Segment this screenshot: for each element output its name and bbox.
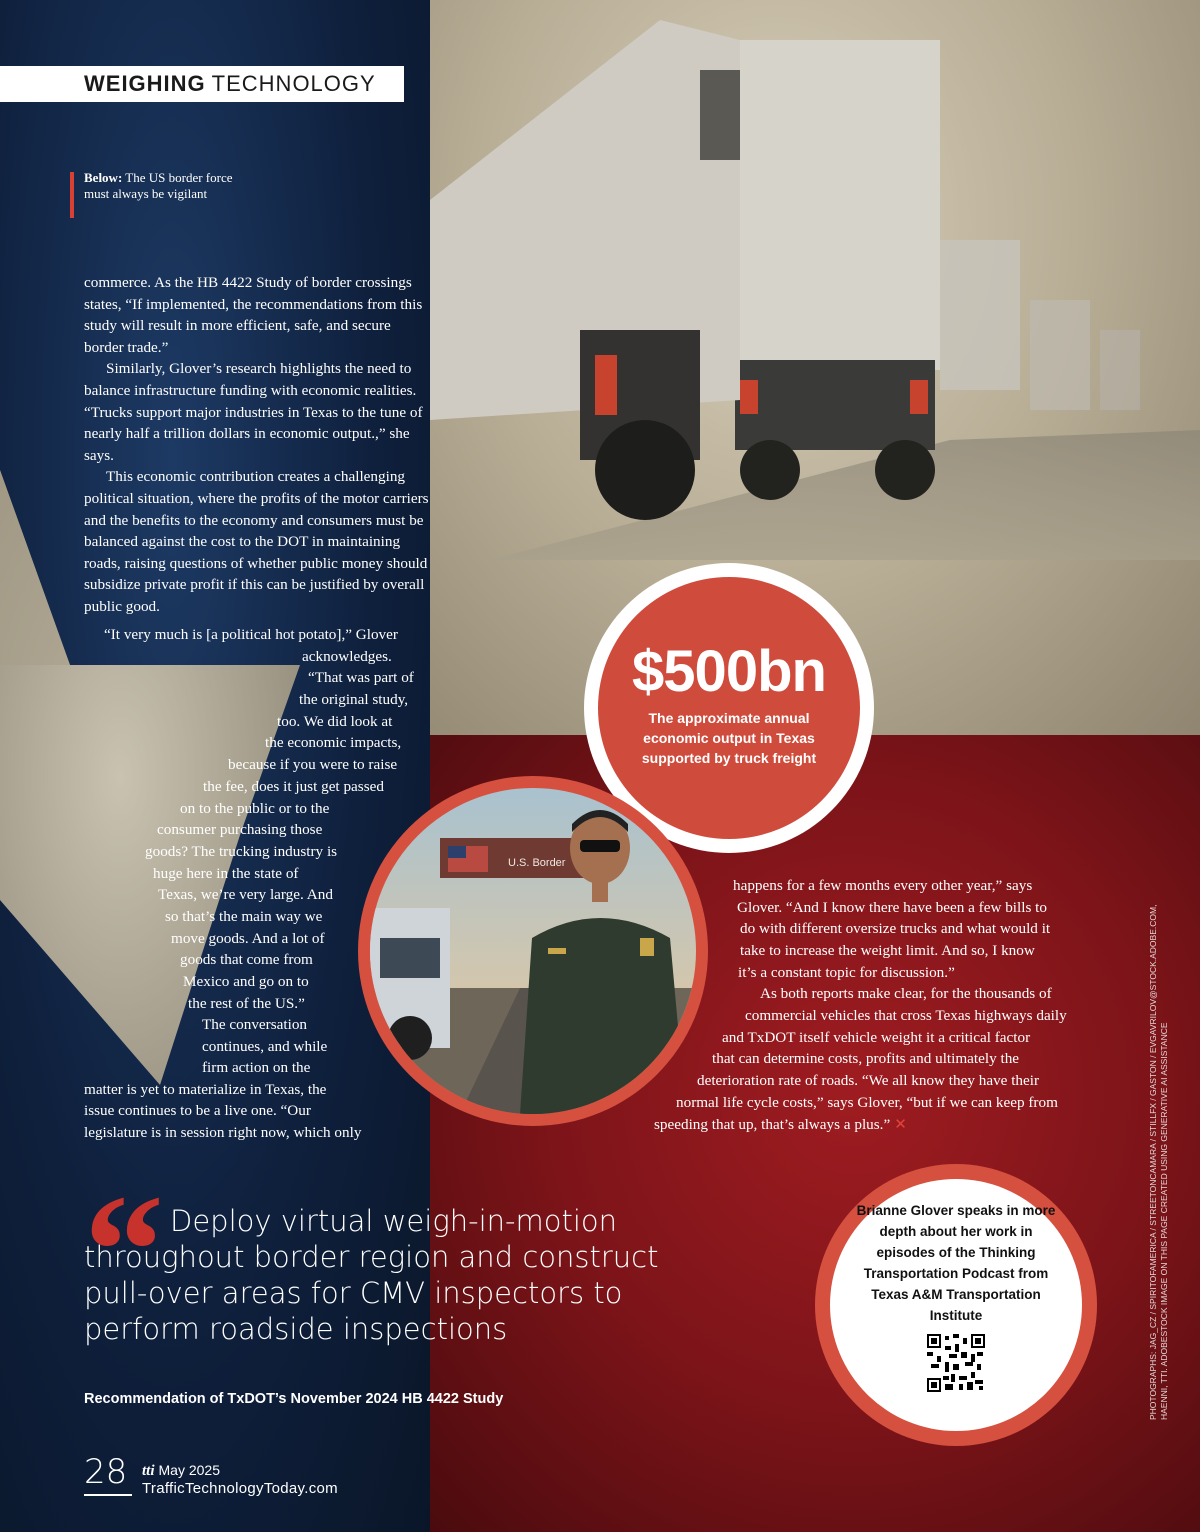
body-line: huge here in the state of — [153, 865, 299, 882]
body-paragraph: Similarly, Glover’s research highlights the need to balance infrastructure funding with economic realities. “Trucks support major industries in Texas to the tune of nearly half a trillion dollars in economic output.,” she says. — [84, 360, 423, 464]
body-line: Texas, we’re very large. And — [158, 886, 333, 903]
body-line: the fee, does it just get passed — [203, 778, 384, 795]
body-line: do with different oversize trucks and what would it — [740, 920, 1051, 937]
body-line: normal life cycle costs,” says Glover, “but if we can keep from — [676, 1094, 1058, 1111]
body-line: on to the public or to the — [180, 800, 330, 817]
section-header — [0, 66, 404, 102]
stat-description: The approximate annual economic output in Texas supported by truck freight — [641, 710, 817, 766]
body-line: firm action on the — [202, 1059, 311, 1076]
border-officer-image — [370, 788, 696, 1114]
podcast-callout-inner — [830, 1179, 1082, 1431]
body-line: Glover. “And I know there have been a few bills to — [737, 899, 1047, 916]
body-line: commercial vehicles that cross Texas highways daily — [745, 1007, 1067, 1024]
body-line: matter is yet to materialize in Texas, the — [84, 1081, 327, 1098]
truck-convoy-photo — [430, 0, 1200, 560]
body-line: speeding that up, that’s always a plus.” ✕ — [654, 1116, 907, 1133]
pull-quote-source: Recommendation of TxDOT’s November 2024 HB 4422 Study — [84, 1391, 504, 1407]
border-sign-text: U.S. Border — [508, 857, 566, 869]
body-line: deterioration rate of roads. “We all know they have their — [697, 1072, 1040, 1089]
article-body-left — [84, 272, 430, 618]
body-line: and TxDOT itself vehicle weight it a critical factor — [722, 1029, 1031, 1046]
body-paragraph: commerce. As the HB 4422 Study of border crossings states, “If implemented, the recommendations from this study will result in more efficient, safe, and secure border trade.” — [84, 274, 423, 356]
footer-website[interactable]: TrafficTechnologyToday.com — [142, 1480, 338, 1497]
footer-brand — [142, 1462, 338, 1497]
body-line: it’s a constant topic for discussion.” — [738, 964, 955, 981]
body-line: move goods. And a lot of — [171, 930, 325, 947]
body-line: because if you were to raise — [228, 756, 398, 773]
x-end-icon: ✕ — [894, 1116, 907, 1133]
stat-callout-inner — [598, 577, 860, 839]
section-title-light: TECHNOLOGY — [211, 71, 376, 96]
body-line: too. We did look at — [277, 713, 393, 730]
body-line: goods that come from — [180, 951, 313, 968]
podcast-text: Brianne Glover speaks in more depth about her work in episodes of the Thinking Transportation Podcast from Texas A&M Transportation Institute — [856, 1203, 1056, 1323]
body-line: legislature is in session right now, which only — [84, 1124, 362, 1141]
body-line: issue continues to be a live one. “Our — [84, 1102, 311, 1119]
qr-code-icon[interactable] — [927, 1334, 985, 1392]
caption-text: The US border force must always be vigilant — [84, 170, 233, 201]
caption-accent-bar — [70, 172, 74, 218]
officer-photo — [370, 788, 696, 1114]
quote-mark-icon: “ — [84, 1161, 146, 1339]
officer-photo-frame — [358, 776, 708, 1126]
caption-label: Below: — [84, 170, 123, 185]
body-line: “That was part of — [308, 669, 414, 686]
photo-caption — [84, 170, 254, 202]
stat-value: $500bn — [632, 639, 826, 704]
body-paragraph: This economic contribution creates a challenging political situation, where the profits of the motor carriers and the benefits to the economy and consumers must be balanced against the cost to the DOT in maintaining roads, raising questions of whether public money should subsidize private profit if this can be justified by overall public good. — [84, 468, 429, 615]
pull-quote: Deploy virtual weigh-in-motion throughout border region and construct pull-over areas for CMV inspectors to perform roadside inspections — [84, 1204, 659, 1346]
footer-logo: tti — [142, 1463, 155, 1479]
body-line: happens for a few months every other year,” says — [733, 877, 1033, 894]
footer-issue: May 2025 — [158, 1462, 220, 1478]
body-line: consumer purchasing those — [157, 821, 323, 838]
body-line: As both reports make clear, for the thousands of — [760, 985, 1052, 1002]
page-number-underline — [84, 1494, 132, 1496]
body-line: Mexico and go on to — [183, 973, 309, 990]
body-line: “It very much is [a political hot potato],” Glover — [104, 626, 398, 643]
section-title-bold: WEIGHING — [84, 71, 206, 96]
body-line: take to increase the weight limit. And so, I know — [740, 942, 1035, 959]
body-line: The conversation — [202, 1016, 308, 1033]
page-number: 28 — [84, 1452, 128, 1492]
body-line: acknowledges. — [302, 648, 392, 665]
body-line: the rest of the US.” — [188, 995, 305, 1012]
body-line: the original study, — [299, 691, 409, 708]
body-line: the economic impacts, — [265, 734, 402, 751]
podcast-callout — [815, 1164, 1097, 1446]
photo-credits: PHOTOGRAPHS: JAG_CZ / SPIRITOFAMERICA / STREETONCAMARA / STILLFX / GASTON / EVGAVRILOV@STOCK.ADOBE.COM, HAENNI, TTI. ADOBESTOCK IMAGE ON THIS PAGE CREATED USING GENERATIVE AI ASSISTANCE — [1148, 904, 1169, 1420]
body-line: goods? The trucking industry is — [145, 843, 338, 860]
body-line: that can determine costs, profits and ultimately the — [712, 1050, 1020, 1067]
body-line: continues, and while — [202, 1038, 328, 1055]
body-line: so that’s the main way we — [165, 908, 323, 925]
